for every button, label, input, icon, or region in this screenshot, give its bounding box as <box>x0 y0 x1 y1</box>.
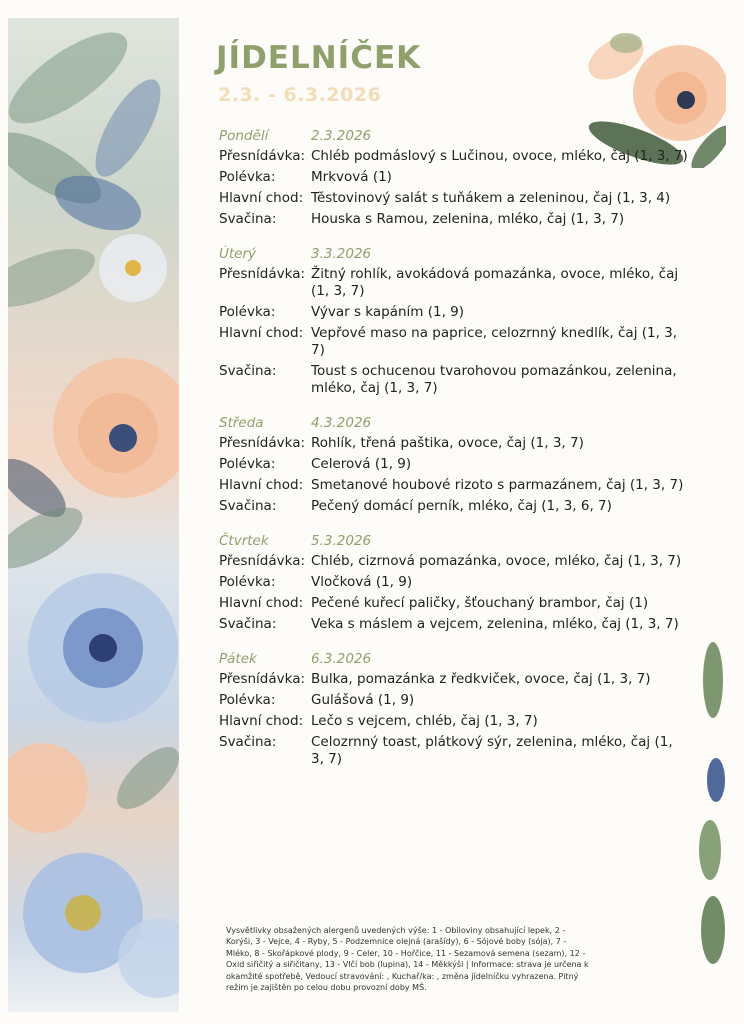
page-title: JÍDELNÍČEK <box>216 40 422 76</box>
meal-label: Hlavní chod: <box>219 325 304 341</box>
meal-value: Gulášová (1, 9) <box>311 692 415 708</box>
meal-label: Polévka: <box>219 456 276 472</box>
day-name: Pondělí <box>219 128 269 144</box>
meal-value: Mrkvová (1) <box>311 169 392 185</box>
meal-label: Hlavní chod: <box>219 713 304 729</box>
day-block <box>219 411 689 515</box>
meal-row <box>219 148 689 165</box>
floral-watercolor-illustration <box>8 18 179 1012</box>
meal-row <box>219 325 689 359</box>
floral-decoration <box>8 18 179 1012</box>
meal-value: Chléb podmáslový s Lučinou, ovoce, mléko, čaj (1, 3, 7) <box>311 148 688 164</box>
meal-value: Bulka, pomazánka z ředkviček, ovoce, čaj (1, 3, 7) <box>311 671 651 687</box>
allergen-footnote: Vysvětlivky obsažených alergenů uvedených výše: 1 - Obiloviny obsahující lepek, 2 - Korýši, 3 - Vejce, 4 - Ryby, 5 - Podzemnice olejná (arašídy), 6 - Sójové boby (sója), 7 - Mléko, 8 - Skořápkové plody, 9 - Celer, 10 - Hořčice, 11 - Sezamová semena (sezam), 12 - Oxid siřičitý a siřičitany, 13 - Vlčí bob (lupina), 14 - Měkkýši | Informace: strava je určena k okamžité spotřebě, Vedoucí stravování: , Kuchař/ka: , změna jídelníčku vyhrazena. Pitný režim je zajištěn po celou dobu provozní doby MŠ. <box>226 926 589 993</box>
date-range: 2.3. - 6.3.2026 <box>218 84 382 106</box>
meal-row <box>219 734 689 768</box>
meal-value: Lečo s vejcem, chléb, čaj (1, 3, 7) <box>311 713 538 729</box>
meal-row <box>219 435 689 452</box>
day-block <box>219 647 689 768</box>
meal-row <box>219 190 689 207</box>
day-date: 3.3.2026 <box>311 246 372 262</box>
meal-row <box>219 692 689 709</box>
day-block <box>219 242 689 397</box>
meal-label: Hlavní chod: <box>219 595 304 611</box>
meal-row <box>219 456 689 473</box>
meal-value: Žitný rohlík, avokádová pomazánka, ovoce, mléko, čaj (1, 3, 7) <box>311 266 679 299</box>
meal-value: Toust s ochucenou tvarohovou pomazánkou, zelenina, mléko, čaj (1, 3, 7) <box>311 363 677 396</box>
meal-value: Celozrnný toast, plátkový sýr, zelenina, mléko, čaj (1, 3, 7) <box>311 734 673 767</box>
day-name: Čtvrtek <box>219 533 269 549</box>
meal-row <box>219 616 689 633</box>
meal-row <box>219 169 689 186</box>
meal-value: Veka s máslem a vejcem, zelenina, mléko, čaj (1, 3, 7) <box>311 616 679 632</box>
meal-row <box>219 266 689 300</box>
day-date: 6.3.2026 <box>311 651 372 667</box>
meal-row <box>219 477 689 494</box>
day-date: 2.3.2026 <box>311 128 372 144</box>
day-name: Pátek <box>219 651 257 667</box>
day-block <box>219 529 689 633</box>
meal-label: Přesnídávka: <box>219 266 306 282</box>
meal-label: Svačina: <box>219 363 277 379</box>
meal-label: Svačina: <box>219 734 277 750</box>
meal-row <box>219 713 689 730</box>
meal-value: Vepřové maso na paprice, celozrnný knedlík, čaj (1, 3, 7) <box>311 325 678 358</box>
day-heading <box>219 647 689 667</box>
meal-value: Houska s Ramou, zelenina, mléko, čaj (1, 3, 7) <box>311 211 625 227</box>
meal-label: Hlavní chod: <box>219 477 304 493</box>
meal-label: Přesnídávka: <box>219 553 306 569</box>
meal-row <box>219 211 689 228</box>
meal-label: Hlavní chod: <box>219 190 304 206</box>
meal-value: Vývar s kapáním (1, 9) <box>311 304 465 320</box>
meal-value: Celerová (1, 9) <box>311 456 412 472</box>
meal-label: Polévka: <box>219 304 276 320</box>
meal-label: Přesnídávka: <box>219 435 306 451</box>
day-block <box>219 124 689 228</box>
meal-value: Rohlík, třená paštika, ovoce, čaj (1, 3, 7) <box>311 435 584 451</box>
meal-row <box>219 553 689 570</box>
day-date: 4.3.2026 <box>311 415 372 431</box>
day-heading <box>219 242 689 262</box>
meal-label: Polévka: <box>219 574 276 590</box>
day-name: Úterý <box>219 246 257 262</box>
meal-label: Svačina: <box>219 211 277 227</box>
meal-label: Svačina: <box>219 616 277 632</box>
meal-value: Těstovinový salát s tuňákem a zeleninou, čaj (1, 3, 4) <box>311 190 671 206</box>
day-heading <box>219 529 689 549</box>
meal-label: Svačina: <box>219 498 277 514</box>
meal-label: Přesnídávka: <box>219 148 306 164</box>
meal-row <box>219 363 689 397</box>
meal-label: Polévka: <box>219 692 276 708</box>
meal-label: Polévka: <box>219 169 276 185</box>
meal-label: Přesnídávka: <box>219 671 306 687</box>
meal-row <box>219 671 689 688</box>
day-heading <box>219 411 689 431</box>
meal-value: Smetanové houbové rizoto s parmazánem, čaj (1, 3, 7) <box>311 477 684 493</box>
day-heading <box>219 124 689 144</box>
meal-value: Vločková (1, 9) <box>311 574 413 590</box>
right-leaves-illustration <box>688 640 728 1000</box>
day-date: 5.3.2026 <box>311 533 372 549</box>
meal-value: Chléb, cizrnová pomazánka, ovoce, mléko, čaj (1, 3, 7) <box>311 553 682 569</box>
day-name: Středa <box>219 415 264 431</box>
meal-value: Pečený domácí perník, mléko, čaj (1, 3, 6, 7) <box>311 498 612 514</box>
meal-value: Pečené kuřecí paličky, šťouchaný brambor, čaj (1) <box>311 595 649 611</box>
meal-row <box>219 574 689 591</box>
meal-row <box>219 595 689 612</box>
meal-row <box>219 304 689 321</box>
menu-days <box>219 124 689 782</box>
meal-row <box>219 498 689 515</box>
